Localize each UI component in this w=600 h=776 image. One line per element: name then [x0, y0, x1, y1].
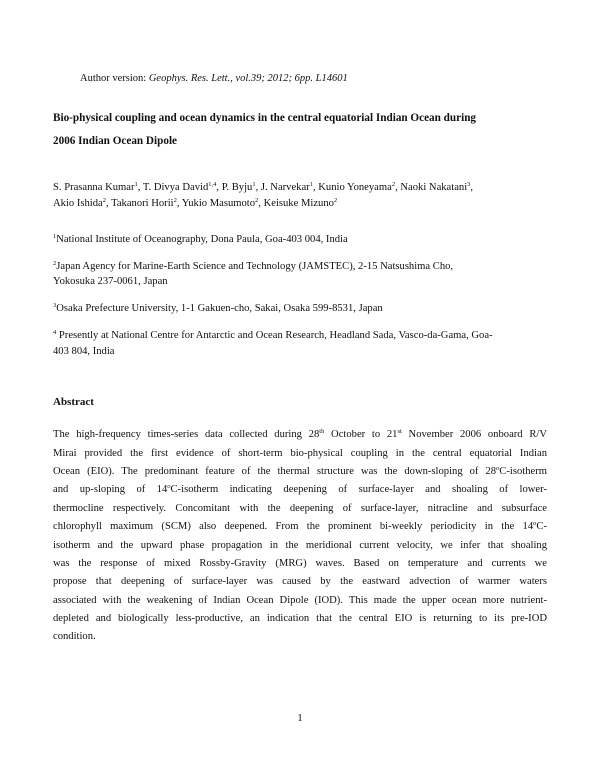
abstract-text: C-isotherm indicating deepening of surface-layer and shoaling of lower-: [170, 484, 547, 495]
author-name: S. Prasanna Kumar: [53, 182, 135, 193]
ordinal-suffix: th: [319, 428, 325, 435]
author-affiliation-mark: 2: [391, 181, 396, 188]
affiliation-3: [53, 302, 383, 315]
affiliation-number: 2: [53, 260, 57, 267]
affiliation-text: Osaka Prefecture University, 1-1 Gakuen-cho, Sakai, Osaka 599-8531, Japan: [56, 303, 383, 314]
abstract-text: C-: [536, 521, 547, 532]
author-name: Kunio Yoneyama: [318, 182, 392, 193]
abstract-line: thermocline respectively. Concomitant with the deepening of surface-layer, nitracline and subsurface: [53, 503, 547, 514]
author-affiliation-mark: 1: [252, 181, 256, 188]
degree-mark: o: [167, 483, 171, 490]
author-list-line-1: S. Prasanna Kumar$^1$, T. Divya David$^{1,4}$, P. Byju$^1$, J. Narvekar$^1$, Kunio Yoneyama$^2$, Naoki Nakatani$^3$,: [53, 181, 474, 193]
affiliation-2: [53, 260, 453, 273]
journal-citation: Geophys. Res. Lett., vol.39; 2012; 6pp. L14601: [148, 73, 348, 84]
author-affiliation-mark: 2: [333, 197, 338, 204]
affiliation-text: Presently at National Centre for Antarctic and Ocean Research, Headland Sada, Vasco-da-Gama, Goa-: [56, 330, 493, 341]
abstract-line: [53, 483, 547, 496]
author-name: Yukio Masumoto: [181, 198, 256, 209]
abstract-line: Mirai provided the first evidence of short-term bio-physical coupling in the central equatorial Indian: [53, 448, 547, 459]
author-affiliation-mark: 2: [173, 197, 177, 204]
author-affiliation-mark: 1: [134, 181, 138, 188]
author-name: P. Byju: [221, 182, 253, 193]
abstract-line: was the response of mixed Rossby-Gravity (MRG) waves. Based on temperature and currents we: [53, 558, 547, 569]
abstract-line: [53, 465, 547, 478]
degree-mark: o: [533, 520, 537, 527]
affiliation-number: 3: [53, 302, 57, 309]
author-affiliation-mark: 2: [102, 197, 106, 204]
abstract-text: chlorophyll maximum (SCM) also deepened. From the prominent bi-weekly periodicity in the 14: [53, 521, 534, 532]
affiliation-text: National Institute of Oceanography, Dona Paula, Goa-403 004, India: [56, 234, 348, 245]
author-name: J. Narvekar: [260, 182, 310, 193]
abstract-text: October to 21: [324, 429, 398, 440]
author-list-line-2: Akio Ishida$^2$, Takanori Horii$^2$, Yukio Masumoto$^2$, Keisuke Mizuno$^2$: [53, 197, 338, 209]
abstract-line: condition.: [53, 631, 96, 642]
abstract-line: propose that deepening of surface-layer was caused by the eastward advection of warmer waters: [53, 576, 547, 587]
author-affiliation-mark: 1: [309, 181, 313, 188]
author-affiliation-mark: 2: [255, 197, 259, 204]
abstract-line: associated with the weakening of Indian Ocean Dipole (IOD). This made the upper ocean more nutrient-: [53, 595, 547, 606]
author-version-prefix: Author version:: [80, 73, 149, 84]
abstract-line: [53, 520, 547, 533]
abstract-line: isotherm and the upward phase propagation in the meridional current velocity, we infer that shoaling: [53, 540, 547, 551]
affiliation-number: 1: [53, 233, 57, 240]
abstract-text: The high-frequency times-series data collected during 28: [53, 429, 320, 440]
degree-mark: o: [496, 465, 500, 472]
abstract-text: Ocean (EIO). The predominant feature of the thermal structure was the down-sloping of 28: [53, 466, 497, 477]
affiliation-text: Japan Agency for Marine-Earth Science and Technology (JAMSTEC), 2-15 Natsushima Cho,: [56, 261, 454, 272]
paper-title-line-1: Bio-physical coupling and ocean dynamics in the central equatorial Indian Ocean during: [53, 112, 477, 124]
author-version-line: [80, 72, 348, 85]
affiliation-4-continued: 403 804, India: [53, 346, 115, 357]
abstract-line: depleted and biologically less-productive, an indication that the central EIO is returning to its pre-IOD: [53, 613, 547, 624]
affiliation-number: 4: [53, 329, 57, 336]
author-name: Takanori Horii: [111, 198, 174, 209]
author-name: T. Divya David: [142, 182, 209, 193]
paper-title-line-2: 2006 Indian Ocean Dipole: [53, 135, 178, 147]
affiliation-4: [53, 329, 493, 342]
abstract-text: November 2006 onboard R/V: [401, 429, 547, 440]
author-name: Akio Ishida: [53, 198, 103, 209]
abstract-text: C-isotherm: [499, 466, 547, 477]
ordinal-suffix: st: [397, 428, 402, 435]
author-name: Keisuke Mizuno: [263, 198, 334, 209]
page-number: 1: [297, 712, 303, 724]
abstract-heading: Abstract: [53, 396, 94, 408]
author-name: Naoki Nakatani: [400, 182, 468, 193]
author-affiliation-mark: 1,4: [208, 181, 217, 188]
affiliation-1: [53, 233, 348, 246]
abstract-text: and up-sloping of 14: [53, 484, 168, 495]
author-affiliation-mark: 3: [467, 181, 471, 188]
abstract-line: [53, 428, 547, 441]
affiliation-2-continued: Yokosuka 237-0061, Japan: [53, 276, 168, 287]
